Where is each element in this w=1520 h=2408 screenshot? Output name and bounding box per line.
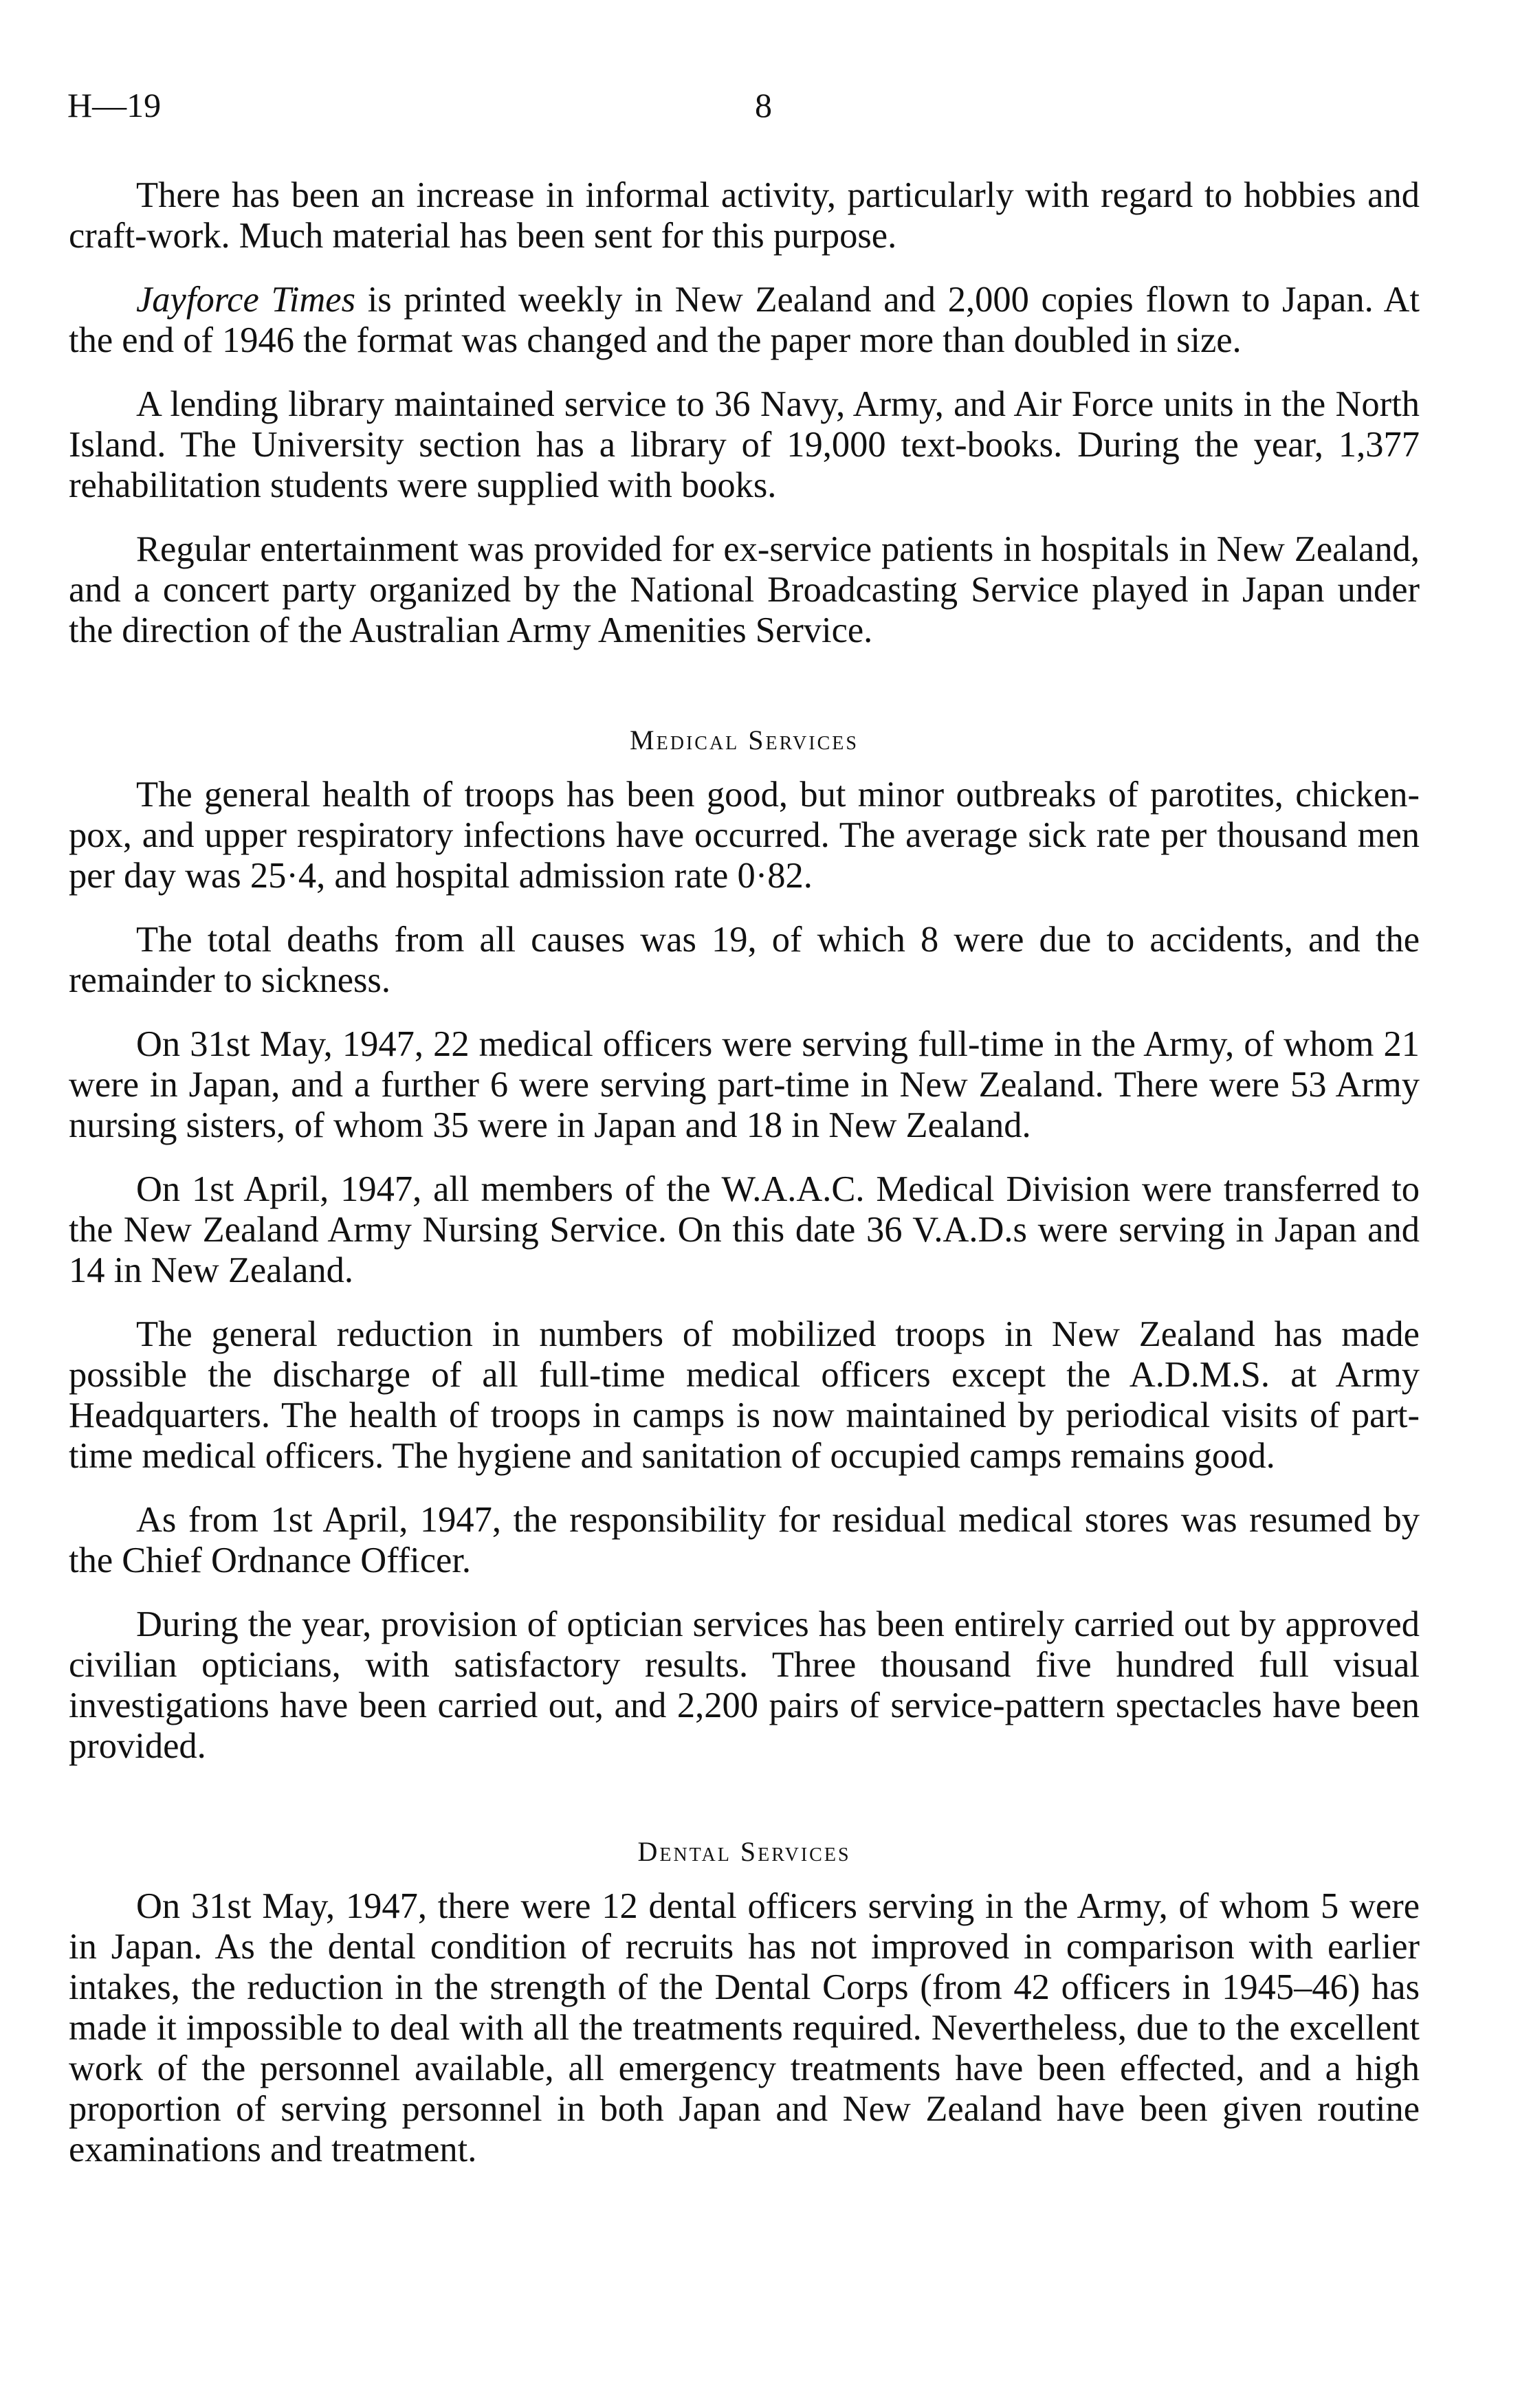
paragraph-waac-transfer: On 1st April, 1947, all members of the W.A.A.C. Medical Division were transferred to the New Zealand Army Nursing Service. On this date 36 V.A.D.s were serving in Japan and 14 in New Zealand. xyxy=(69,1169,1420,1290)
paragraph-jayforce-times xyxy=(69,280,1420,361)
page-number: 8 xyxy=(755,86,772,124)
paragraph-dental-officers: On 31st May, 1947, there were 12 dental officers serving in the Army, of whom 5 were in Japan. As the dental condition of recruits has not improved in comparison with earlier intakes, the reduction in the strength of the Dental Corps (from 42 officers in 1945–46) has made it impossible to deal with all the treatments required. Nevertheless, due to the excellent work of the personnel available, all emergency treatments have been effected, and a high proportion of serving personnel in both Japan and New Zealand have been given routine examinations and treatment. xyxy=(69,1886,1420,2169)
document-body xyxy=(69,175,1420,2194)
page-header xyxy=(67,81,1442,129)
paragraph-informal-activity: There has been an increase in informal activity, particularly with regard to hobbies and craft-work. Much material has been sent for this purpose. xyxy=(69,175,1420,256)
paragraph-general-health: The general health of troops has been good, but minor outbreaks of parotites, chicken-pox, and upper respiratory infections have occurred. The average sick rate per thousand men per day was 25·4, and hospital admission rate 0·82. xyxy=(69,775,1420,896)
section-heading-medical: Medical Services xyxy=(630,725,859,755)
paragraph-general-reduction: The general reduction in numbers of mobilized troops in New Zealand has made possible the discharge of all full-time medical officers except the A.D.M.S. at Army Headquarters. The health of troops in camps is now maintained by periodical visits of part-time medical officers. The hygiene and sanitation of occupied camps remains good. xyxy=(69,1314,1420,1476)
paragraph-jayforce-rest: is printed weekly in New Zealand and 2,000 copies flown to Japan. At the end of 1946 the format was changed and the paper more than doubled in size. xyxy=(69,280,1420,360)
paragraph-total-deaths: The total deaths from all causes was 19, of which 8 were due to accidents, and the remainder to sickness. xyxy=(69,920,1420,1000)
paragraph-lending-library: A lending library maintained service to 36 Navy, Army, and Air Force units in the North Island. The University section has a library of 19,000 text-books. During the year, 1,377 rehabilitation students were supplied with books. xyxy=(69,384,1420,505)
paragraph-optician-services: During the year, provision of optician services has been entirely carried out by approved civilian opticians, with satisfactory results. Three thousand five hundred full visual investigations have been carried out, and 2,200 pairs of service-pattern spectacles have been provided. xyxy=(69,1604,1420,1766)
publication-title: Jayforce Times xyxy=(136,280,356,320)
section-heading-dental: Dental Services xyxy=(637,1836,851,1867)
paragraph-medical-stores: As from 1st April, 1947, the responsibility for residual medical stores was resumed by the Chief Ordnance Officer. xyxy=(69,1500,1420,1580)
paragraph-entertainment: Regular entertainment was provided for ex-service patients in hospitals in New Zealand, and a concert party organized by the National Broadcasting Service played in Japan under the direction of the Australian Army Amenities Service. xyxy=(69,529,1420,650)
document-code: H—19 xyxy=(67,86,162,124)
paragraph-medical-officers: On 31st May, 1947, 22 medical officers were serving full-time in the Army, of whom 21 were in Japan, and a further 6 were serving part-time in New Zealand. There were 53 Army nursing sisters, of whom 35 were in Japan and 18 in New Zealand. xyxy=(69,1024,1420,1145)
